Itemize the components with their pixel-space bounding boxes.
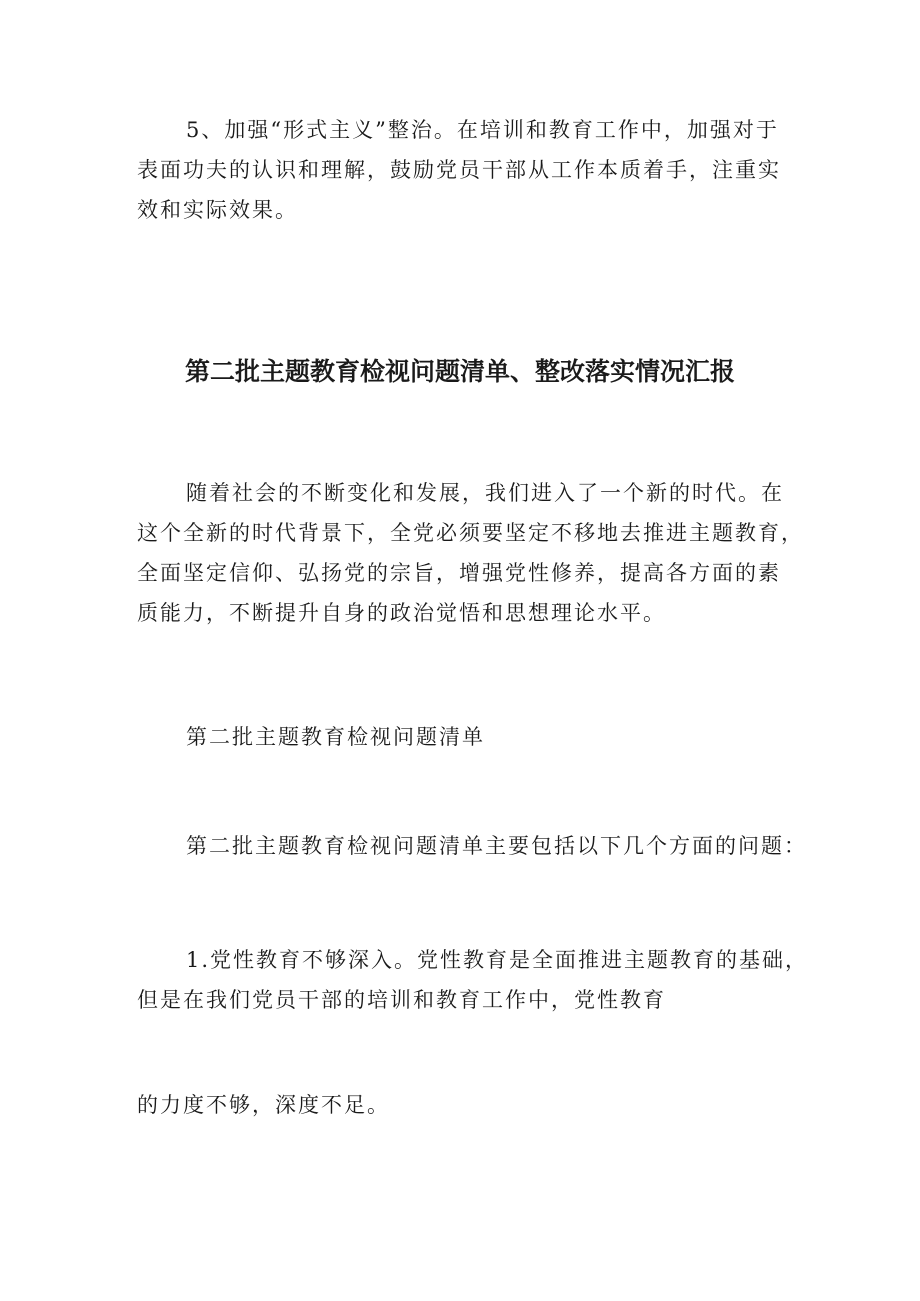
paragraph-line: 表面功夫的认识和理解，鼓励党员干部从工作本质着手，注重实: [137, 158, 781, 182]
paragraph-line: 效和实际效果。: [137, 198, 298, 222]
paragraph-line: 5、加强“形式主义”整治。在培训和教育工作中，加强对于: [186, 118, 779, 142]
paragraph-line: 随着社会的不断变化和发展，我们进入了一个新的时代。在: [186, 481, 784, 505]
section-intro: [137, 826, 807, 866]
document-title: 第二批主题教育检视问题清单、整改落实情况汇报: [184, 357, 735, 386]
section-intro-text: 第二批主题教育检视问题清单主要包括以下几个方面的问题：: [186, 834, 807, 858]
section-heading: [137, 717, 797, 757]
section-heading-text: 第二批主题教育检视问题清单: [186, 725, 485, 749]
paragraph-line: 的力度不够，深度不足。: [137, 1093, 390, 1117]
paragraph-line: 质能力，不断提升自身的政治觉悟和思想理论水平。: [137, 601, 666, 625]
list-item-1-continuation: [137, 1085, 797, 1125]
paragraph-line: 这个全新的时代背景下，全党必须要坚定不移地去推进主题教育，: [137, 521, 804, 545]
paragraph-intro: [137, 473, 804, 633]
paragraph-line: 全面坚定信仰、弘扬党的宗旨，增强党性修养，提高各方面的素: [137, 561, 781, 585]
list-item-1: [137, 940, 809, 1020]
paragraph-item-5: [137, 110, 797, 230]
paragraph-line: 但是在我们党员干部的培训和教育工作中，党性教育: [137, 988, 666, 1012]
paragraph-line: 1.党性教育不够深入。党性教育是全面推进主题教育的基础，: [186, 948, 809, 972]
